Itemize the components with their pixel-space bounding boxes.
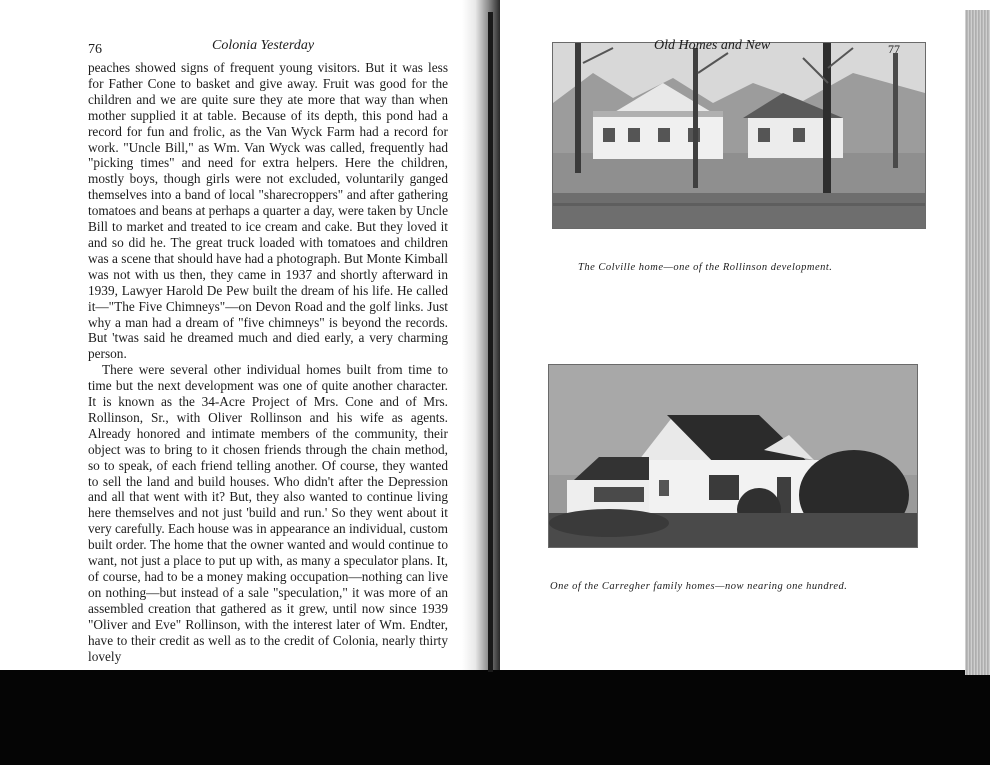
left-page-body	[88, 60, 448, 664]
book-gutter	[462, 0, 500, 670]
paragraph-2: There were several other individual homes built from time to time but the next development was one of quite another character. It is known as the 34-Acre Project of Mrs. Cone and of Mrs. Rollinson, Sr., with Oliver Rollinson and his wife as agents. Already honored and intimate members of the community, their object was to bring to it chosen friends through the chain method, so to speak, of each friend telling another. Of course, they wanted to sell the land and build houses. Who didn't after the Depression and all that went with it? But, they also wanted to continue living here themselves and not just 'build and run.' So they went about it very carefully. Each house was in appearance an individual, custom built order. The home that the owner wanted and would continue to want, not just a place to put up with, as many a speculator plans. It, of course, had to be a money making occupation—nothing can live on nothing—but instead of a sale "speculation," it was more of an assembled creation that gathered as it grew, until now since 1939 "Oliver and Eve" Rollinson, with the interest later of Wm. Endter, have to their credit as well as to the credit of Colonia, nearly thirty lovely	[88, 362, 448, 664]
book-spine-shadow	[488, 12, 493, 672]
left-page-number: 76	[88, 42, 102, 57]
scan-border	[0, 670, 990, 765]
page-edges	[965, 10, 990, 675]
photo-carregher-home	[548, 364, 918, 548]
photo-caption: One of the Carregher family homes—now nearing one hundred.	[550, 581, 848, 592]
right-running-head: Old Homes and New	[654, 38, 771, 53]
photo-colville-home	[552, 42, 926, 229]
left-running-head: Colonia Yesterday	[212, 38, 315, 53]
photo-caption: The Colville home—one of the Rollinson development.	[578, 262, 833, 273]
paragraph-1: peaches showed signs of frequent young visitors. But it was less for Father Cone to basket and give away. Fruit was good for the children and we are quite sure they ate more that way than when mother supplied it at table. Because of its depth, this pond had a record for fun and frolic, as the Van Wyck Farm had a record for work. "Uncle Bill," as Wm. Van Wyck was called, frequently had "picking times" and need for extra helpers. Here the children, mostly boys, though girls were not excluded, voluntarily ganged themselves into a band of local "sharecroppers" and after gathering tomatoes and beans at perhaps a quarter a day, were taken by Uncle Bill to market and treated to ice cream and cake. But they loved it and so did he. The great truck loaded with tomatoes and children was a scene that should have had a photograph. But Monte Kimball was not with us then, they came in 1937 and shortly afterward in 1939, Lawyer Harold De Pew built the dream of his life. He called it—"The Five Chimneys"—on Devon Road and the golf links. Just why a man had a dream of "five chimneys" is beyond the records. But 'twas said he dreamed much and died early, a very charming person.	[88, 60, 448, 362]
right-page-number: 77	[888, 42, 900, 56]
